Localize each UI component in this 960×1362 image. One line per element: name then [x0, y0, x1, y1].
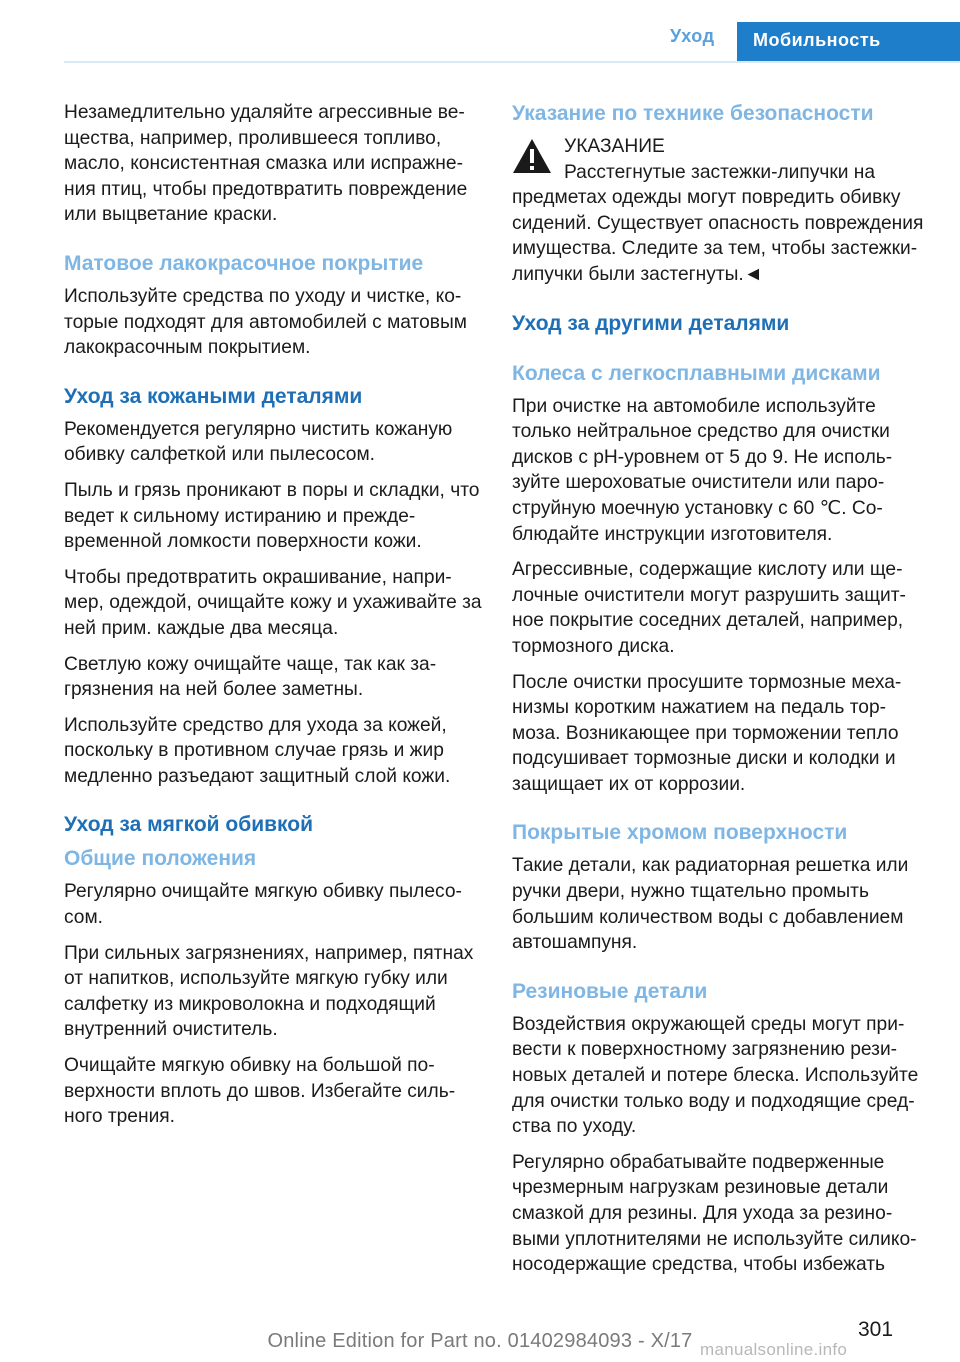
paragraph-wheels-2: Агрессивные, содержащие кислоту или щелочные очистители могут разрушить защитное покрытие соседних деталей, например, тормозного диска.: [512, 559, 906, 657]
paragraph-wheels-3: После очистки просушите тормозные механизмы коротким нажатием на педаль тормоза. Возникающее при торможении тепло подсушивает тормозные диски и колодки и защищает их от коррозии.: [512, 671, 902, 795]
footer-edition: Online Edition for Part no. 01402984093 - X/17: [267, 1330, 693, 1352]
heading-leather-care: Уход за кожаными деталями: [64, 384, 363, 408]
right-column: [512, 100, 928, 1288]
paragraph-rubber-2: Регулярно обрабатывайте подверженные чрезмерным нагрузкам резиновые детали смазкой для резины. Для ухода за резиновыми уплотнителями не используйте силиконосодержащие средства, чтобы избежать: [512, 1151, 917, 1276]
paragraph-leather-3: Чтобы предотвратить окрашивание, например, одеждой, очищайте кожу и ухаживайте за ней прим. каждые два месяца.: [64, 566, 482, 639]
paragraph-wheels-1: При очистке на автомобиле используйте только нейтральное средство для очистки дисков с pH-уровнем от 5 до 9. Не используйте шероховатые очистители или пароструйную моечную установку с 60 ℃. Соблюдайте инструкции изготовителя.: [512, 395, 893, 545]
left-column: [64, 100, 482, 1140]
paragraph-chrome: Такие детали, как радиаторная решетка или ручки двери, нужно тщательно промыть большим количеством воды с добавлением автошампуня.: [512, 855, 909, 954]
heading-matte-paint: Матовое лакокрасочное покрытие: [64, 251, 424, 275]
paragraph-leather-4: Светлую кожу очищайте чаще, так как загрязнения на ней более заметны.: [64, 653, 437, 701]
paragraph-leather-2: Пыль и грязь проникают в поры и складки, что ведет к сильному истиранию и преждевременной ломкости поверхности кожи.: [64, 479, 480, 553]
warning-title: УКАЗАНИЕ: [564, 136, 665, 157]
page-number: 301: [858, 1318, 894, 1341]
page-header: [0, 0, 960, 62]
warning-box: [512, 134, 928, 288]
heading-other-parts: Уход за другими деталями: [512, 311, 790, 335]
warning-text: Расстегнутые застежки-липучки на предметах одежды могут повредить обивку сидений. Существует опасность повреждения имущества. Следите за тем, чтобы застежки-липучки были застегнуты.◄: [512, 161, 924, 285]
heading-upholstery-care: Уход за мягкой обивкой: [64, 813, 314, 837]
header-chapter-tab[interactable]: Мобильность: [737, 22, 960, 62]
header-section-label[interactable]: Уход: [670, 26, 715, 46]
header-rule: [64, 61, 960, 63]
paragraph-upholstery-1: Регулярно очищайте мягкую обивку пылесосом.: [64, 881, 462, 929]
paragraph-leather-5: Используйте средство для ухода за кожей, поскольку в противном случае грязь и жир медленно разъедают защитный слой кожи.: [64, 714, 451, 787]
heading-rubber: Резиновые детали: [512, 979, 708, 1003]
paragraph-upholstery-2: При сильных загрязнениях, например, пятнах от напитков, используйте мягкую губку или салфетку из микроволокна и подходящий внутренний очиститель.: [64, 942, 474, 1041]
heading-alloy-wheels: Колеса с легкосплавными дисками: [512, 361, 881, 385]
warning-triangle-icon: [512, 138, 552, 174]
watermark: manualsonline.info: [700, 1340, 848, 1359]
paragraph-matte-paint: Используйте средства по уходу и чистке, которые подходят для автомобилей с матовым лакокрасочным покрытием.: [64, 285, 467, 359]
paragraph-leather-1: Рекомендуется регулярно чистить кожаную обивку салфеткой или пылесосом.: [64, 418, 453, 466]
paragraph-rubber-1: Воздействия окружающей среды могут привести к поверхностному загрязнению резиновых деталей и потере блеска. Используйте для очистки только воду и подходящие средства по уходу.: [512, 1013, 919, 1138]
heading-chrome: Покрытые хромом поверхности: [512, 821, 848, 845]
heading-general: Общие положения: [64, 847, 257, 871]
heading-safety-note: Указание по технике безопасности: [512, 102, 874, 125]
paragraph-upholstery-3: Очищайте мягкую обивку на большой поверхности вплоть до швов. Избегайте сильного трения.: [64, 1055, 456, 1128]
paragraph-intro: Незамедлительно удаляйте агрессивные вещества, например, пролившееся топливо, масло, консистентная смазка или испражнения птиц, чтобы предотвратить повреждение или выцветание краски.: [64, 102, 468, 226]
